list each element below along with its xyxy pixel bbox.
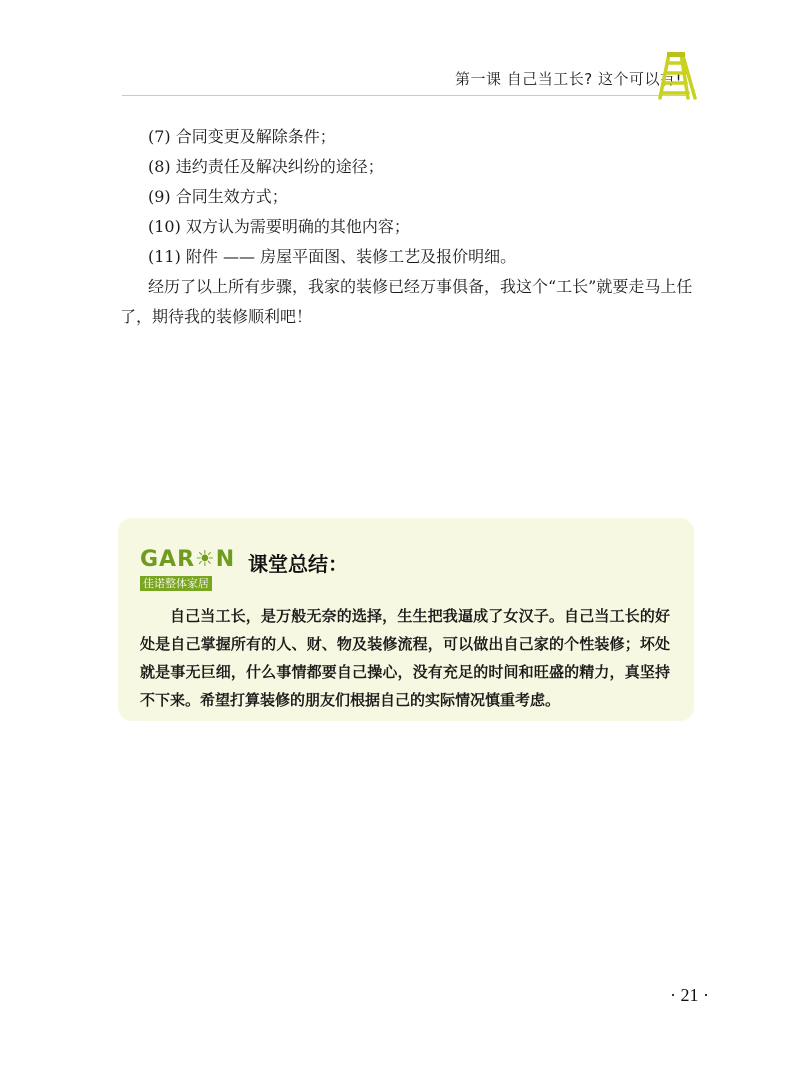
summary-text: 自己当工长，是万般无奈的选择，生生把我逼成了女汉子。自己当工长的好处是自己掌握所有的人、财、物及装修流程，可以做出自己家的个性装修；坏处就是事无巨细，什么事情都要自己操心，没有充足的时间和旺盛的精力，真坚持不下来。希望打算装修的朋友们根据自己的实际情况慎重考虑。 [140, 607, 670, 709]
list-item: (10) 双方认为需要明确的其他内容； [148, 217, 410, 236]
summary-title: 课堂总结： [248, 552, 348, 576]
header-divider [122, 95, 687, 96]
page-number: · 21 · [670, 985, 709, 1005]
list-item: (11) 附件 —— 房屋平面图、装修工艺及报价明细。 [148, 247, 517, 266]
running-header: 第一课 自己当工长? 这个可以有! [454, 70, 682, 88]
summary-box [118, 518, 694, 721]
list-item: (7) 合同变更及解除条件； [148, 127, 336, 146]
logo-subtext: 佳诺整体家居 [140, 576, 212, 591]
list-item: (9) 合同生效方式； [148, 187, 288, 206]
ladder-icon [655, 50, 699, 102]
body-paragraph: 经历了以上所有步骤，我家的装修已经万事俱备，我这个“工长”就要走马上任了，期待我的装修顺利吧！ [120, 277, 693, 326]
logo-wordmark: GAR☀N [140, 547, 236, 572]
body-text [120, 122, 710, 332]
garon-logo [140, 548, 240, 591]
list-item: (8) 违约责任及解决纠纷的途径； [148, 157, 384, 176]
